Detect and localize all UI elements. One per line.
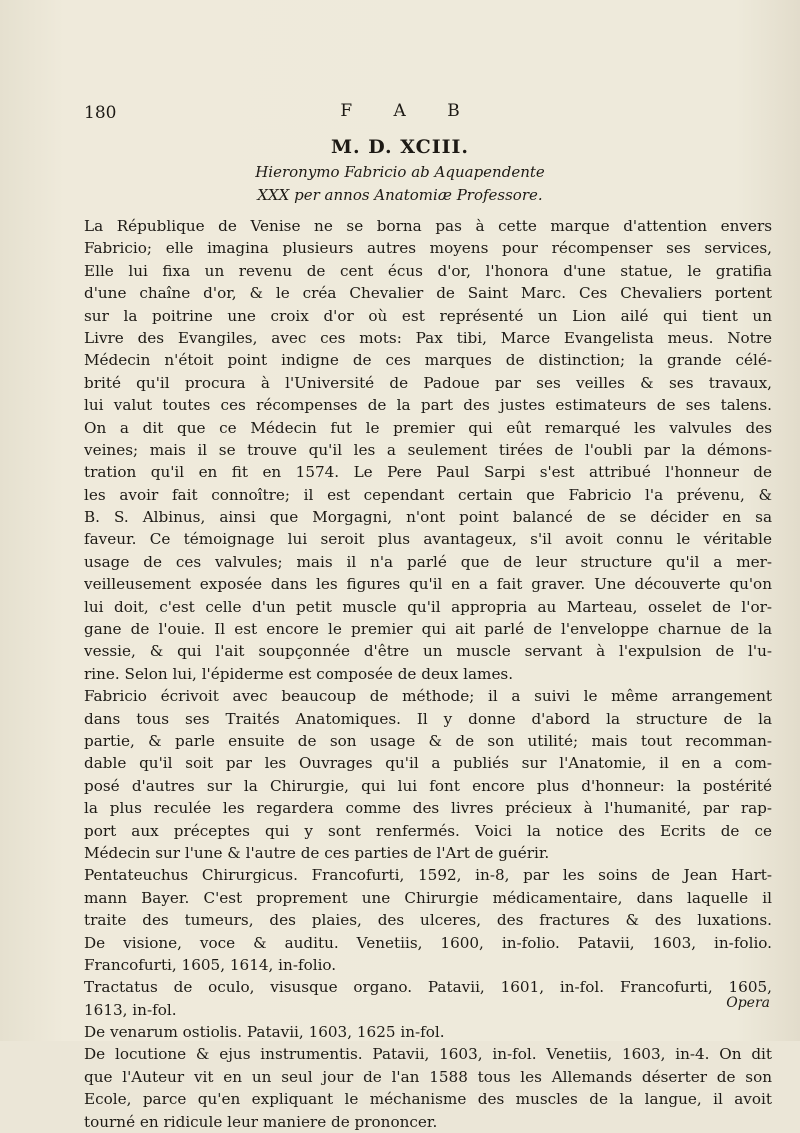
text-line: Livre des Evangiles, avec ces mots: Pax tibi, Marce Evangelista meus. Notre	[84, 328, 772, 347]
running-head: F A B	[340, 101, 478, 121]
text-line: Ecole, parce qu'en expliquant le méchanisme des muscles de la langue, il avoit	[84, 1090, 772, 1109]
text-line: la plus reculée les regardera comme des livres précieux à l'humanité, par rap-	[84, 799, 772, 818]
text-line: mann Bayer. C'est proprement une Chirurgie médicamentaire, dans laquelle il	[84, 888, 772, 907]
text-line: lui valut toutes ces récompenses de la part des justes estimateurs de ses talens.	[84, 396, 772, 415]
text-line: Médecin n'étoit point indigne de ces marques de distinction; la grande célé-	[84, 351, 772, 370]
text-line: vessie, & qui l'ait soupçonnée d'être un muscle servant à l'expulsion de l'u-	[84, 642, 772, 661]
text-line: posé d'autres sur la Chirurgie, qui lui font encore plus d'honneur: la postérité	[84, 776, 772, 795]
text-line: d'une chaîne d'or, & le créa Chevalier de Saint Marc. Ces Chevaliers portent	[84, 284, 772, 303]
text-line: rine. Selon lui, l'épiderme est composée de deux lames.	[84, 664, 514, 683]
text-line: sur la poitrine une croix d'or où est représenté un Lion ailé qui tient un	[84, 306, 772, 325]
text-line: port aux préceptes qui y sont renfermés. Voici la notice des Ecrits de ce	[84, 821, 772, 840]
text-line: Francofurti, 1605, 1614, in-folio.	[84, 955, 337, 974]
section-year-heading: M. D. XCIII.	[330, 136, 470, 158]
text-line: La République de Venise ne se borna pas à cette marque d'attention envers	[84, 217, 772, 235]
text-line: que l'Auteur vit en un seul jour de l'an 1588 tous les Allemands déserter de son	[84, 1067, 772, 1086]
text-line: Fabricio; elle imagina plusieurs autres moyens pour récompenser ses services,	[84, 239, 772, 258]
subtitle-line-1: Hieronymo Fabricio ab Aquapendente	[255, 163, 545, 181]
text-line: 1613, in-fol.	[84, 1000, 177, 1019]
text-line: les avoir fait connoître; il est cependant certain que Fabricio l'a prévenu, &	[84, 485, 772, 504]
text-line: De locutione & ejus instrumentis. Patavii, 1603, in-fol. Venetiis, 1603, in-4. On dit	[84, 1045, 772, 1064]
text-line: tration qu'il en fit en 1574. Le Pere Paul Sarpi s'est attribué l'honneur de	[84, 463, 772, 482]
text-line: veilleusement exposée dans les figures qu'il en a fait graver. Une découverte qu'on	[84, 575, 772, 594]
text-line: De visione, voce & auditu. Venetiis, 1600, in-folio. Patavii, 1603, in-folio.	[84, 933, 772, 952]
text-line: tourné en ridicule leur maniere de prononcer.	[84, 1112, 438, 1131]
text-line: usage de ces valvules; mais il n'a parlé que de leur structure qu'il a mer-	[84, 552, 772, 571]
page-number: 180	[84, 103, 117, 123]
text-line: Fabricio écrivoit avec beaucoup de méthode; il a suivi le même arrangement	[84, 687, 772, 706]
subtitle-line-2: XXX per annos Anatomiæ Professore.	[257, 186, 543, 204]
body-text	[84, 215, 772, 1133]
text-line: dans tous ses Traités Anatomiques. Il y donne d'abord la structure de la	[84, 709, 772, 728]
text-line: brité qu'il procura à l'Université de Padoue par ses veilles & ses travaux,	[84, 373, 772, 392]
text-line: partie, & parle ensuite de son usage & de son utilité; mais tout recomman-	[84, 731, 772, 750]
text-line: Tractatus de oculo, visusque organo. Patavii, 1601, in-fol. Francofurti, 1605,	[84, 978, 772, 997]
text-line: lui doit, c'est celle d'un petit muscle qu'il appropria au Marteau, osselet de l'or-	[84, 597, 772, 616]
catchword: Opera	[726, 995, 770, 1011]
text-line: Médecin sur l'une & l'autre de ces parties de l'Art de guérir.	[84, 843, 550, 862]
text-line: traite des tumeurs, des plaies, des ulceres, des fractures & des luxations.	[84, 911, 772, 930]
text-line: dable qu'il soit par les Ouvrages qu'il a publiés sur l'Anatomie, il en a com-	[84, 754, 772, 773]
text-line: Pentateuchus Chirurgicus. Francofurti, 1592, in-8, par les soins de Jean Hart-	[84, 866, 772, 885]
text-line: gane de l'ouie. Il est encore le premier qui ait parlé de l'enveloppe charnue de la	[84, 620, 772, 639]
text-line: Elle lui fixa un revenu de cent écus d'or, l'honora d'une statue, le gratifia	[84, 261, 772, 280]
text-line: faveur. Ce témoignage lui seroit plus avantageux, s'il avoit connu le véritable	[84, 530, 772, 549]
text-line: On a dit que ce Médecin fut le premier qui eût remarqué les valvules des	[84, 418, 772, 437]
text-line: B. S. Albinus, ainsi que Morgagni, n'ont point balancé de se décider en sa	[84, 508, 772, 527]
text-line: De venarum ostiolis. Patavii, 1603, 1625 in-fol.	[84, 1023, 445, 1042]
text-line: veines; mais il se trouve qu'il les a seulement tirées de l'oubli par la démons-	[84, 440, 772, 459]
